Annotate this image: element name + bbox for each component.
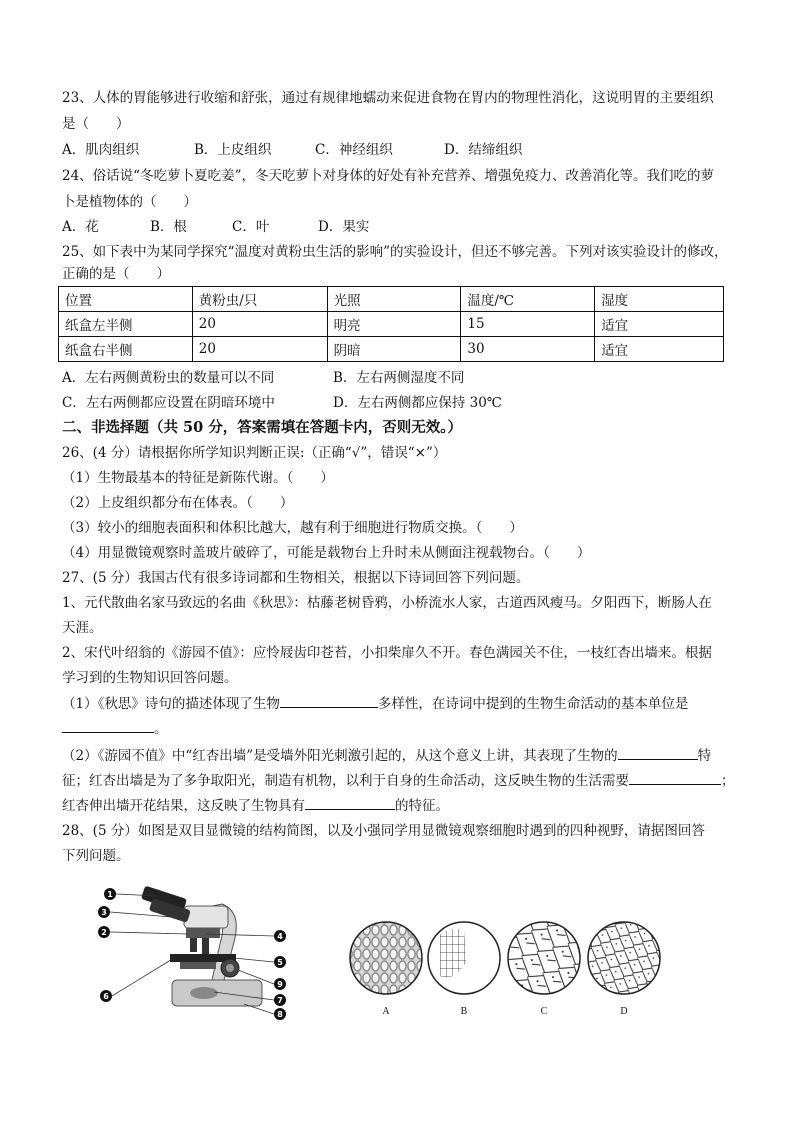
table-row	[59, 312, 724, 337]
field-of-view-d	[588, 922, 660, 994]
q27-sub1-text-b: 多样性，在诗词中提到的生物生命活动的基本单位是	[377, 696, 689, 712]
table-row	[59, 337, 724, 362]
microscope-head	[184, 906, 228, 928]
answer-blank[interactable]	[618, 745, 698, 760]
table-header-cell: 位置	[59, 287, 193, 312]
microscope-label-5: 5	[277, 958, 283, 967]
q27-sub2-text-d: ；	[721, 773, 735, 789]
q28-stem-line2: 下列问题。	[62, 848, 130, 864]
q26-stem: 26、(4 分）请根据你所学知识判断正误:（正确“√”，错误“×”）	[62, 445, 447, 461]
microscope-diagram	[94, 882, 304, 1022]
q23-option-c: C．神经组织	[315, 142, 393, 158]
view-label-c: C	[540, 1006, 548, 1017]
nosepiece	[186, 928, 220, 938]
microscope-label-8: 8	[277, 1010, 283, 1019]
q27-poem2-line2: 学习到的生物知识回答问题。	[62, 670, 238, 686]
microscope-label-9: 9	[277, 980, 283, 989]
q25-option-b: B．左右两侧湿度不同	[333, 370, 465, 386]
q27-sub2-text-f: 的特征。	[395, 798, 449, 814]
microscope-label-7: 7	[277, 996, 283, 1005]
q26-item-2: （2）上皮组织都分布在体表。（ ）	[62, 495, 294, 511]
table-cell: 20	[192, 312, 327, 337]
q24-option-d: D．果实	[318, 219, 370, 235]
q27-poem1-line2: 天涯。	[62, 620, 103, 636]
table-header-row	[59, 287, 724, 312]
table-cell: 阴暗	[327, 337, 461, 362]
q25-option-c: C．左右两侧都应设置在阴暗环境中	[62, 395, 275, 411]
q23-option-b: B．上皮组织	[194, 142, 272, 158]
q26-item-1: （1）生物最基本的特征是新陈代谢。（ ）	[62, 470, 334, 486]
q27-poem2-line1: 2、宋代叶绍翁的《游园不值》：应怜屐齿印苍苔，小扣柴扉久不开。春色满园关不住，一枝红杏出墙来。根据	[62, 645, 712, 661]
q27-poem1-line1: 1、元代散曲名家马致远的名曲《秋思》：枯藤老树昏鸦，小桥流水人家，古道西风瘦马。夕阳西下，断肠人在	[62, 595, 712, 611]
microscope-label-1: 1	[107, 890, 113, 899]
answer-blank[interactable]	[305, 795, 395, 810]
q27-sub2-text-b: 特	[697, 748, 712, 764]
answer-blank[interactable]	[629, 770, 721, 785]
experiment-table	[58, 286, 724, 362]
q25-option-a: A．左右两侧黄粉虫的数量可以不同	[62, 370, 275, 386]
q24-option-c: C．叶	[232, 219, 270, 235]
answer-blank[interactable]	[280, 693, 378, 708]
condenser	[180, 962, 216, 969]
q28-stem-line1: 28、(5 分）如图是双目显微镜的结构简图，以及小强同学用显微镜观察细胞时遇到的四种视野，请据图回答	[62, 823, 705, 839]
table-header-cell: 温度/℃	[461, 287, 595, 312]
microscope-light-source	[190, 987, 218, 999]
table-cell: 纸盒左半侧	[59, 312, 193, 337]
table-header-cell: 湿度	[595, 287, 724, 312]
q23-stem-line1: 23、人体的胃能够进行收缩和舒张，通过有规律地蠕动来促进食物在胃内的物理性消化，这说明胃的主要组织	[62, 90, 714, 106]
q27-sub2-line3	[62, 795, 449, 816]
table-cell: 15	[461, 312, 595, 337]
microscope-label-3: 3	[101, 908, 107, 917]
q25-option-d: D．左右两侧都应保持 30℃	[333, 395, 502, 411]
q27-sub1-line2	[62, 718, 168, 739]
q27-sub2-line1	[62, 745, 711, 766]
q27-sub1-line1	[62, 693, 688, 714]
microscope-label-4: 4	[277, 932, 283, 941]
fine-focus-knob	[226, 964, 234, 972]
table-cell: 20	[192, 337, 327, 362]
q23-option-a: A．肌肉组织	[62, 142, 140, 158]
table-header-cell: 光照	[327, 287, 461, 312]
table-cell: 纸盒右半侧	[59, 337, 193, 362]
q26-item-3: （3）较小的细胞表面积和体积比越大，越有利于细胞进行物质交换。（ ）	[62, 520, 523, 536]
objective-lens	[190, 938, 197, 952]
q27-sub2-line2	[62, 770, 735, 791]
q24-stem-line1: 24、俗话说“冬吃萝卜夏吃姜”，冬天吃萝卜对身体的好处有补充营养、增强免疫力、改善消化等。我们吃的萝	[62, 168, 714, 184]
table-cell: 明亮	[327, 312, 461, 337]
q24-option-b: B．根	[150, 219, 187, 235]
q23-option-d: D．结缔组织	[444, 142, 523, 158]
table-cell: 30	[461, 337, 595, 362]
q27-stem: 27、(5 分）我国古代有很多诗词都和生物相关，根据以下诗词回答下列问题。	[62, 570, 530, 586]
q27-sub2-text-c: 征；红杏出墙是为了多争取阳光，制造有机物，以利于自身的生命活动，这反映生物的生活需要	[62, 773, 629, 789]
q25-stem-line1: 25、如下表中为某同学探究“温度对黄粉虫生活的影响”的实验设计，但还不够完善。下列对该实验设计的修改，	[62, 244, 728, 260]
q24-stem-line2: 卜是植物体的（ ）	[62, 194, 197, 210]
microscope-label-6: 6	[103, 992, 109, 1001]
q24-option-a: A．花	[62, 219, 99, 235]
q27-sub1-end: 。	[154, 721, 168, 737]
answer-blank[interactable]	[62, 718, 154, 733]
view-label-b: B	[460, 1006, 468, 1017]
table-cell: 适宜	[595, 312, 724, 337]
microscope-label-2: 2	[101, 928, 107, 937]
q25-stem-line2: 正确的是（ ）	[62, 266, 170, 282]
view-label-d: D	[620, 1006, 628, 1017]
table-cell: 适宜	[595, 337, 724, 362]
q26-item-4: （4）用显微镜观察时盖玻片破碎了，可能是载物台上升时未从侧面注视载物台。（ ）	[62, 545, 591, 561]
q23-stem-line2: 是（ ）	[62, 116, 130, 132]
q27-sub2-text-e: 红杏伸出墙开花结果，这反映了生物具有	[62, 798, 305, 814]
section-two-heading: 二、非选择题（共 50 分，答案需填在答题卡内，否则无效。）	[62, 419, 463, 436]
view-label-a: A	[382, 1006, 390, 1017]
table-header-cell: 黄粉虫/只	[192, 287, 327, 312]
objective-lens	[202, 938, 209, 954]
field-of-view-c	[508, 922, 580, 994]
microscope-fields-of-view	[344, 912, 664, 1022]
q27-sub1-text-a: （1）《秋思》诗句的描述体现了生物	[62, 696, 280, 712]
field-of-view-a	[350, 922, 422, 994]
q27-sub2-text-a: （2）《游园不值》中“红杏出墙”是受墙外阳光刺激引起的，从这个意义上讲，其表现了生物的	[62, 748, 618, 764]
